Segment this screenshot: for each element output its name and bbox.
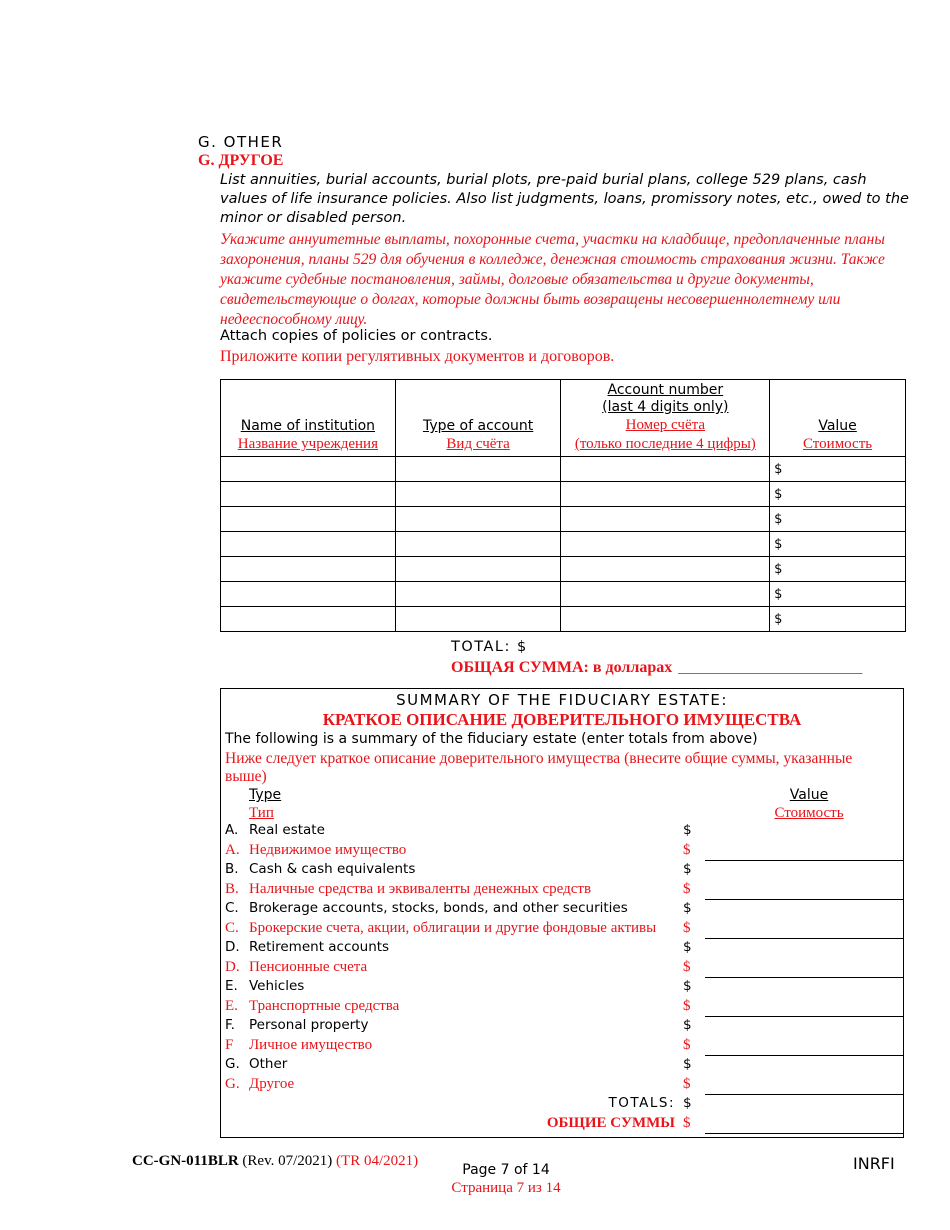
summary-item-label: C. Brokerage accounts, stocks, bonds, and other securities <box>225 900 628 916</box>
value-cell[interactable]: $ <box>770 557 906 582</box>
summary-col-value-ru: Стоимость <box>774 805 844 821</box>
summary-row-en <box>221 1017 903 1036</box>
summary-row-ru <box>221 920 903 939</box>
institution-cell[interactable] <box>221 557 396 582</box>
attach-note-en: Attach copies of policies or contracts. <box>220 328 493 344</box>
summary-col-type-en: Type <box>249 787 282 803</box>
account-type-cell[interactable] <box>395 457 561 482</box>
summary-row-en <box>221 900 903 919</box>
total-label-ru: ОБЩАЯ СУММА: в долларах _______________________ <box>451 659 863 676</box>
dollar-sign: $ <box>683 841 691 858</box>
dollar-sign: $ <box>683 1017 692 1033</box>
summary-item-label: E. Транспортные средства <box>225 997 400 1014</box>
summary-row-en <box>221 978 903 997</box>
summary-item-label: B. Cash & cash equivalents <box>225 861 416 877</box>
table-row <box>221 507 906 532</box>
dollar-sign: $ <box>683 1056 692 1072</box>
dollar-sign: $ <box>683 822 692 838</box>
summary-item-label: F Личное имущество <box>225 1036 373 1053</box>
other-assets-table <box>220 379 906 632</box>
table-header-row <box>221 380 906 457</box>
dollar-sign: $ <box>683 919 691 936</box>
dollar-sign: $ <box>683 997 691 1014</box>
summary-item-label: TOTALS: <box>608 1095 675 1111</box>
summary-item-label: E. Vehicles <box>225 978 305 994</box>
summary-col-type-ru: Тип <box>249 805 274 821</box>
page-number-en: Page 7 of 14 <box>462 1162 550 1178</box>
summary-intro-en: The following is a summary of the fiduciary estate (enter totals from above) <box>225 731 758 747</box>
dollar-sign: $ <box>683 1075 691 1092</box>
account-number-cell[interactable] <box>561 557 770 582</box>
institution-cell[interactable] <box>221 607 396 632</box>
value-cell[interactable]: $ <box>770 457 906 482</box>
dollar-sign: $ <box>683 861 692 877</box>
summary-item-label: ОБЩИЕ СУММЫ <box>546 1114 675 1131</box>
summary-title-ru: КРАТКОЕ ОПИСАНИЕ ДОВЕРИТЕЛЬНОГО ИМУЩЕСТВА <box>322 710 802 729</box>
summary-row-en <box>221 861 903 880</box>
summary-item-label: G. Other <box>225 1056 288 1072</box>
summary-row-ru <box>221 1037 903 1056</box>
total-label-en: TOTAL: $ <box>451 639 528 655</box>
account-type-cell[interactable] <box>395 532 561 557</box>
form-id: CC-GN-011BLR (Rev. 07/2021) (TR 04/2021) <box>132 1153 419 1169</box>
col-header-account-type: Type of account Вид счёта <box>395 380 561 457</box>
summary-totals-en <box>221 1095 903 1114</box>
summary-intro-ru: Ниже следует краткое описание доверительного имущества (внесите общие суммы, указанные выше) <box>225 750 853 785</box>
summary-item-label: D. Пенсионные счета <box>225 958 368 975</box>
col-header-institution: Name of institution Название учреждения <box>221 380 396 457</box>
form-code: INRFI <box>853 1154 895 1173</box>
account-type-cell[interactable] <box>395 507 561 532</box>
dollar-sign: $ <box>683 1095 692 1111</box>
dollar-sign: $ <box>683 1036 691 1053</box>
account-number-cell[interactable] <box>561 582 770 607</box>
value-input-line[interactable] <box>705 1132 903 1134</box>
dollar-sign: $ <box>683 880 691 897</box>
summary-item-label: G. Другое <box>225 1075 295 1092</box>
dollar-sign: $ <box>683 1114 691 1131</box>
section-title-ru: G. ДРУГОЕ <box>198 152 284 169</box>
account-type-cell[interactable] <box>395 557 561 582</box>
summary-col-value-en: Value <box>789 787 829 803</box>
col-header-value: Value Стоимость <box>770 380 906 457</box>
value-cell[interactable]: $ <box>770 507 906 532</box>
summary-item-label: D. Retirement accounts <box>225 939 390 955</box>
col-header-account-number: Account number (last 4 digits only) Номер счёта (только последние 4 цифры) <box>561 380 770 457</box>
institution-cell[interactable] <box>221 507 396 532</box>
table-row <box>221 582 906 607</box>
institution-cell[interactable] <box>221 532 396 557</box>
summary-row-en <box>221 822 903 841</box>
summary-row-en <box>221 939 903 958</box>
summary-totals-ru <box>221 1115 903 1134</box>
account-number-cell[interactable] <box>561 532 770 557</box>
dollar-sign: $ <box>683 939 692 955</box>
table-row <box>221 532 906 557</box>
summary-item-label: A. Real estate <box>225 822 325 838</box>
instructions-en: List annuities, burial accounts, burial plots, pre-paid burial plans, college 529 plans, cash values of life insurance policies. Also list judgments, loans, promissory notes, etc., owed to the minor or disabled person. <box>220 172 909 226</box>
summary-item-label: B. Наличные средства и эквиваленты денежных средств <box>225 880 592 897</box>
table-row <box>221 557 906 582</box>
summary-box <box>220 688 904 1138</box>
summary-row-ru <box>221 1076 903 1095</box>
summary-row-ru <box>221 881 903 900</box>
value-cell[interactable]: $ <box>770 532 906 557</box>
institution-cell[interactable] <box>221 482 396 507</box>
account-number-cell[interactable] <box>561 507 770 532</box>
value-cell[interactable]: $ <box>770 582 906 607</box>
table-row <box>221 607 906 632</box>
dollar-sign: $ <box>683 958 691 975</box>
table-row <box>221 482 906 507</box>
dollar-sign: $ <box>683 978 692 994</box>
summary-row-ru <box>221 959 903 978</box>
summary-row-en <box>221 1056 903 1075</box>
value-cell[interactable]: $ <box>770 607 906 632</box>
value-cell[interactable]: $ <box>770 482 906 507</box>
page-number-ru: Страница 7 из 14 <box>451 1180 561 1196</box>
attach-note-ru: Приложите копии регулятивных документов и договоров. <box>220 348 615 365</box>
account-type-cell[interactable] <box>395 482 561 507</box>
account-number-cell[interactable] <box>561 482 770 507</box>
institution-cell[interactable] <box>221 457 396 482</box>
summary-item-label: F. Personal property <box>225 1017 369 1033</box>
summary-row-ru <box>221 842 903 861</box>
total-input-line[interactable]: _______________________ <box>678 659 863 676</box>
section-title-en: G. OTHER <box>198 133 284 151</box>
account-number-cell[interactable] <box>561 607 770 632</box>
institution-cell[interactable] <box>221 582 396 607</box>
dollar-sign: $ <box>683 900 692 916</box>
account-type-cell[interactable] <box>395 607 561 632</box>
summary-item-label: A. Недвижимое имущество <box>225 841 407 858</box>
summary-item-label: C. Брокерские счета, акции, облигации и другие фондовые активы <box>225 919 657 936</box>
summary-title-en: SUMMARY OF THE FIDUCIARY ESTATE: <box>396 691 728 709</box>
account-number-cell[interactable] <box>561 457 770 482</box>
summary-row-ru <box>221 998 903 1017</box>
instructions-ru: Укажите аннуитетные выплаты, похоронные счета, участки на кладбище, предоплаченные планы захоронения, планы 529 для обучения в колледже, денежная стоимость страхования жизни. Также укажите судебные постановления, займы, долговые обязательства и другие документы, свидетельствующие о долгах, которые должны быть возвращены несовершеннолетнему или недееспособному лицу. <box>220 231 885 328</box>
table-row <box>221 457 906 482</box>
account-type-cell[interactable] <box>395 582 561 607</box>
